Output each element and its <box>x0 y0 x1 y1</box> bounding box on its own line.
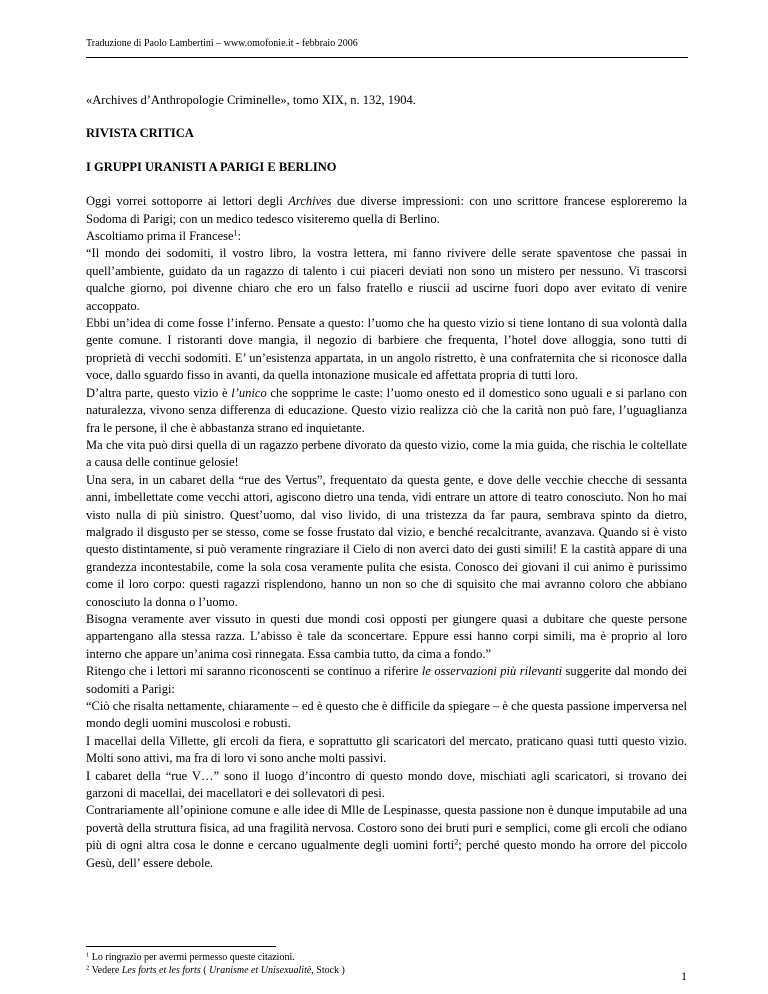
paragraph: D’altra parte, questo vizio è l’unico che sopprime le caste: l’uomo onesto ed il domestico sono uguali e si parlano con naturalezza, vivono senza differenza di educazione. Questo vizio realizza ciò che la carità non può fare, l’uguaglianza fra le persone, il che è abbastanza strano ed inquietante. <box>86 385 687 435</box>
document-body <box>86 92 687 872</box>
paragraph: Ascoltiamo prima il Francese$^1$: <box>86 228 242 244</box>
paragraph: I cabaret della “rue V…” sono il luogo d’incontro di questo mondo dove, mischiati agli scaricatori, si trovano dei garzoni di macellai, dei macellatori e dei sollevatori di pesi. <box>86 768 687 801</box>
footnote-ref[interactable]: 1 <box>233 228 238 238</box>
footnote-mark: 2 <box>86 964 90 972</box>
footnote-ref[interactable]: 2 <box>454 837 459 847</box>
footnotes <box>86 951 686 977</box>
paragraph: Oggi vorrei sottoporre ai lettori degli Archives due diverse impressioni: con uno scrittore francese esploreremo la Sodoma di Parigi; con un medico tedesco visiteremo quella di Berlino. <box>86 194 687 226</box>
paragraph: Ma che vita può dirsi quella di un ragazzo perbene divorato da questo vizio, come la mia guida, che rischia le coltellate a causa delle continue gelosie! <box>86 437 687 470</box>
footnote: $^2$ Vedere Les forts et les forts ( Uranisme et Unisexualitè, Stock ) <box>86 964 345 976</box>
paragraph: Ritengo che i lettori mi saranno riconoscenti se continuo a riferire le osservazioni più rilevanti suggerite dal mondo dei sodomiti a Parigi: <box>86 664 687 696</box>
footnote: $^1$ Lo ringrazio per avermi permesso queste citazioni. <box>86 951 295 963</box>
page-number: 1 <box>681 969 687 983</box>
running-header: Traduzione di Paolo Lambertini – www.omofonie.it - febbraio 2006 <box>86 38 358 49</box>
italic-text: l’unico <box>231 385 267 400</box>
footnote-mark: 1 <box>86 951 90 959</box>
paragraph: Una sera, in un cabaret della “rue des Vertus”, frequentato da questa gente, e dove delle vecchie checche di sessanta anni, imbellettate come vecchi attori, agiscono dietro una tenda, vidi entrare un attore di teatro conosciuto. Non ho mai visto nulla di più sinistro. Quest’uomo, dal viso livido, di una tristezza da far paura, sembrava spinto da dietro, malgrado il disgusto per se stesso, come se fosse frustato dal vizio, e benché recalcitrante, avanzava. Quando si è visto questo distintamente, si può veramente ringraziare il Cielo di non averci dato dei gusti simili! E la castità appare di una grandezza incontestabile, come la sola cosa veramente pulita che esista. Conosco dei giovani il cui animo è purissimo come il loro corpo: questi ragazzi risplendono, hanno un non so che di squisito che mai avranno coloro che abbiano conosciuto la donna o l’uomo. <box>86 472 687 609</box>
source-citation: «Archives d’Anthropologie Criminelle», tomo XIX, n. 132, 1904. <box>86 93 416 107</box>
paragraph: “Ciò che risalta nettamente, chiaramente – ed è questo che è difficile da spiegare – è che questa passione imperversa nel mondo degli uomini muscolosi e robusti. <box>86 699 687 731</box>
italic-text: le osservazioni più rilevanti <box>421 664 563 679</box>
italic-text: Les forts et les forts <box>121 965 201 976</box>
paragraph: I macellai della Villette, gli ercoli da fiera, e soprattutto gli scaricatori del mercato, praticano quasi tutti questo vizio. Molti sono attivi, ma fra di loro vi sono anche molti passivi. <box>86 733 687 766</box>
paragraph: “Il mondo dei sodomiti, il vostro libro, la vostra lettera, mi fanno rivivere delle serate spaventose che passai in quell’ambiente, guidato da un ragazzo di talento i cui piaceri deviati non sono un mistero per nessuno. Vi trascorsi qualche giorno, poi divenne chiaro che ero un falso fratello e riuscii ad uscirne fuori dopo aver evitato di venire accoppato. <box>86 246 687 313</box>
paragraph: Bisogna veramente aver vissuto in questi due mondi così opposti per giungere quasi a dubitare che queste persone appartengano alla stessa razza. L’abisso è tale da sconcertare. Eppure essi hanno corpi simili, ma è proprio al loro interno che appare un’anima così rinnegata. Essa cambia tutto, da cima a fondo.” <box>86 611 687 661</box>
paragraph: Ebbi un’idea di come fosse l’inferno. Pensate a questo: l’uomo che ha questo vizio si tiene lontano di sua volontà dalla gente comune. I ristoranti dove mangia, il negozio di barbiere che frequenta, l’hotel dove alloggia, sono tutti di proprietà di vecchi sodomiti. E’ un’esistenza appartata, in un angolo ristretto, è una confraternita che si riconosce dalla voce, dallo sguardo fisso in avanti, da quella intonazione musicale ed affettata propria di tutti loro. <box>86 316 687 383</box>
paragraph: Contrariamente all’opinione comune e alle idee di Mlle de Lespinasse, questa passione non è dunque imputabile ad una povertà della struttura fisica, ad una fragilità nervosa. Costoro sono dei bruti puri e semplici, come gli ercoli che odiano più di ogni altra cosa le donne e cercano ugualmente degli uomini forti$^2$; perché questo mondo ha orrore del piccolo Gesù, dell’ essere debole. <box>86 803 687 870</box>
header-rule <box>86 57 688 58</box>
footnote-separator <box>86 946 276 947</box>
article-title: I GRUPPI URANISTI A PARIGI E BERLINO <box>86 159 337 174</box>
section-title: RIVISTA CRITICA <box>86 126 194 141</box>
italic-text: Uranisme et Unisexualitè, <box>209 965 314 976</box>
italic-text: Archives <box>288 194 332 209</box>
